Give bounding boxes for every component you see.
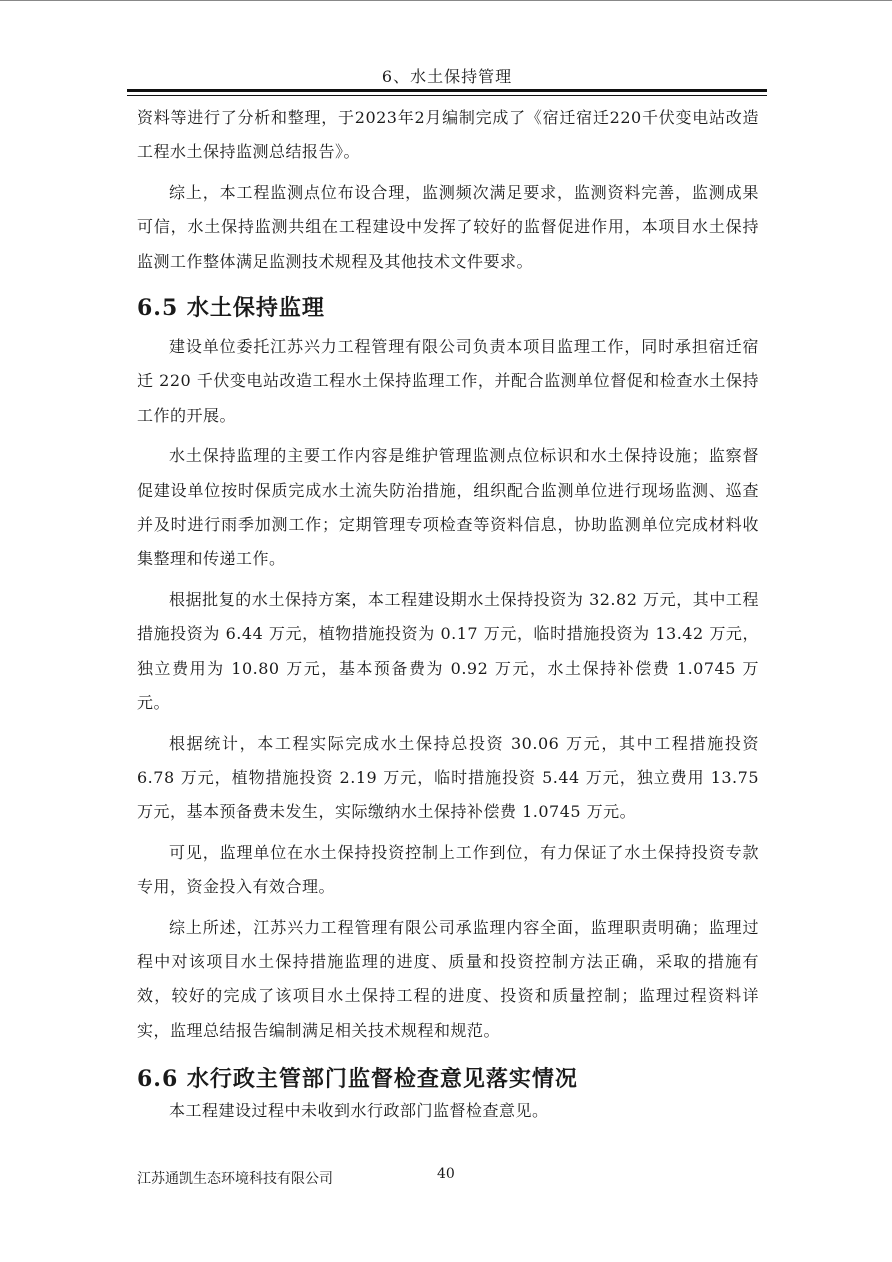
footer-company: 江苏通凯生态环境科技有限公司 (137, 1171, 333, 1187)
header-rule-thick (127, 89, 767, 92)
paragraph: 可见，监理单位在水土保持投资控制上工作到位，有力保证了水土保持投资专款专用，资金投入有效合理。 (137, 842, 759, 897)
paragraph: 根据统计，本工程实际完成水土保持总投资 30.06 万元，其中工程措施投资 6.78 万元，植物措施投资 2.19 万元，临时措施投资 5.44 万元，独立费用 13.75 万元，基本预备费未发生，实际缴纳水土保持补偿费 1.0745 万元。 (137, 733, 759, 822)
paragraph-continued: 资料等进行了分析和整理，于2023年2月编制完成了《宿迁宿迁220千伏变电站改造工程水土保持监测总结报告》。 (137, 108, 759, 162)
section-heading-6-5: 6.5 水土保持监理 (137, 295, 325, 322)
paragraph: 建设单位委托江苏兴力工程管理有限公司负责本项目监理工作，同时承担宿迁宿迁 220 千伏变电站改造工程水土保持监理工作，并配合监测单位督促和检查水土保持工作的开展。 (137, 337, 759, 425)
paragraph: 水土保持监理的主要工作内容是维护管理监测点位标识和水土保持设施；监察督促建设单位按时保质完成水土流失防治措施，组织配合监测单位进行现场监测、巡查并及时进行雨季加测工作；定期管理专项检查等资料信息，协助监测单位完成材料收集整理和传递工作。 (137, 446, 759, 569)
paragraph: 本工程建设过程中未收到水行政部门监督检查意见。 (169, 1101, 549, 1121)
paragraph: 综上所述，江苏兴力工程管理有限公司承监理内容全面，监理职责明确；监理过程中对该项目水土保持措施监理的进度、质量和投资控制方法正确，采取的措施有效，较好的完成了该项目水土保持工程的进度、投资和质量控制；监理过程资料详实，监理总结报告编制满足相关技术规程和规范。 (137, 917, 759, 1040)
page-number: 40 (437, 1166, 455, 1182)
paragraph: 综上，本工程监测点位布设合理，监测频次满足要求，监测资料完善，监测成果可信，水土保持监测共组在工程建设中发挥了较好的监督促进作用，本项目水土保持监测工作整体满足监测技术规程及其他技术文件要求。 (137, 182, 759, 271)
header-rule-thin (127, 95, 767, 96)
paragraph: 根据批复的水土保持方案，本工程建设期水土保持投资为 32.82 万元，其中工程措施投资为 6.44 万元，植物措施投资为 0.17 万元，临时措施投资为 13.42 万元，独立费用为 10.80 万元，基本预备费为 0.92 万元，水土保持补偿费 1.0745 万元。 (137, 589, 759, 713)
section-heading-6-6: 6.6 水行政主管部门监督检查意见落实情况 (137, 1066, 578, 1093)
running-header: 6、水土保持管理 (381, 67, 513, 86)
page-content (137, 101, 759, 1129)
top-border (0, 0, 892, 1)
